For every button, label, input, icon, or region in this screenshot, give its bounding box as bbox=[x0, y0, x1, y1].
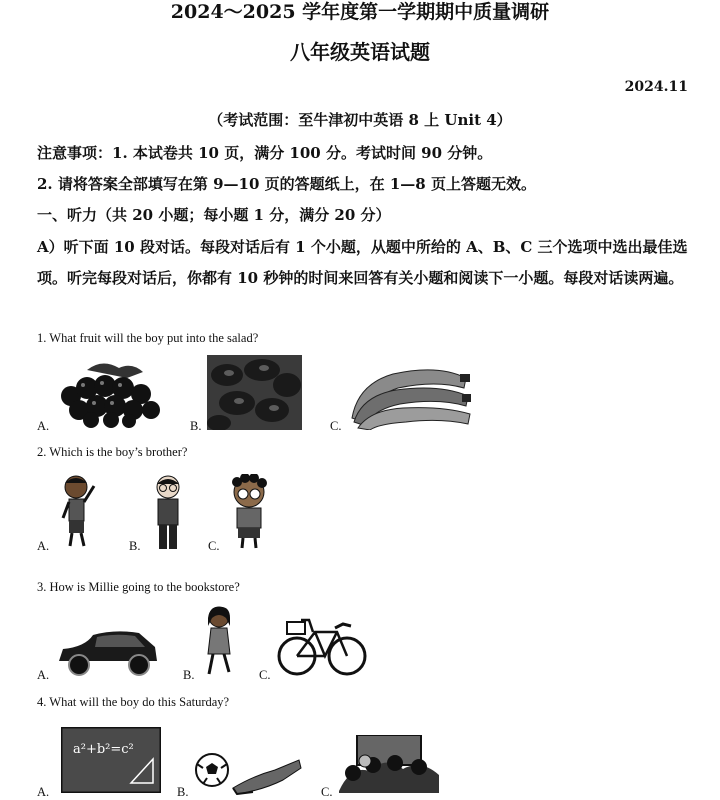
exam-scope: （考试范围：至牛津初中英语 8 上 Unit 4） bbox=[208, 111, 512, 129]
q2-option-c-label: C. bbox=[208, 539, 220, 553]
exam-subtitle: 八年级英语试题 bbox=[290, 40, 430, 64]
q4-option-b-label: B. bbox=[177, 785, 189, 799]
question-1-text: 1. What fruit will the boy put into the salad? bbox=[37, 331, 259, 345]
boy-glasses-icon bbox=[148, 474, 188, 552]
bananas-icon bbox=[348, 356, 473, 430]
curly-boy-glasses-icon bbox=[225, 474, 273, 550]
q1-option-a-label: A. bbox=[37, 419, 50, 433]
q2-option-a-label: A. bbox=[37, 539, 50, 553]
section-instructions: A）听下面 10 段对话。每段对话后有 1 个小题，从题中所给的 A、B、C 三个选项中选出最佳选项。听完每段对话后，你都有 10 秒钟的时间来回答有关小题和阅读下一小题。每段对话读两遍。 bbox=[37, 238, 688, 287]
car-icon bbox=[55, 627, 159, 677]
section-heading: 一、听力（共 20 小题；每小题 1 分，满分 20 分） bbox=[37, 206, 391, 224]
walking-girl-icon bbox=[202, 606, 236, 678]
q3-option-c-label: C. bbox=[259, 668, 271, 682]
notes-line-1: 注意事项：1. 本试卷共 10 页，满分 100 分。考试时间 90 分钟。 bbox=[37, 144, 493, 162]
q3-option-a-label: A. bbox=[37, 668, 50, 682]
question-4-text: 4. What will the boy do this Saturday? bbox=[37, 695, 230, 709]
q4-option-a-label: A. bbox=[37, 785, 50, 799]
svg-text:a²+b²=c²: a²+b²=c² bbox=[73, 742, 134, 757]
waving-boy-icon bbox=[58, 474, 98, 550]
q2-option-b-label: B. bbox=[129, 539, 141, 553]
q1-option-c-label: C. bbox=[330, 419, 342, 433]
question-2-text: 2. Which is the boy’s brother? bbox=[37, 445, 188, 459]
q4-option-c-label: C. bbox=[321, 785, 333, 799]
cinema-icon bbox=[339, 735, 439, 793]
question-3-text: 3. How is Millie going to the bookstore? bbox=[37, 580, 240, 594]
bicycle-icon bbox=[277, 606, 367, 678]
math-blackboard-icon bbox=[61, 727, 161, 793]
q1-option-b-label: B. bbox=[190, 419, 202, 433]
exam-title: 2024～2025 学年度第一学期期中质量调研 bbox=[170, 1, 550, 23]
grapes-icon bbox=[57, 358, 161, 428]
exam-date: 2024.11 bbox=[624, 79, 688, 95]
q3-option-b-label: B. bbox=[183, 668, 195, 682]
football-icon bbox=[193, 750, 305, 795]
kiwi-icon bbox=[207, 355, 302, 430]
notes-line-2: 2. 请将答案全部填写在第 9—10 页的答题纸上，在 1—8 页上答题无效。 bbox=[37, 175, 536, 193]
